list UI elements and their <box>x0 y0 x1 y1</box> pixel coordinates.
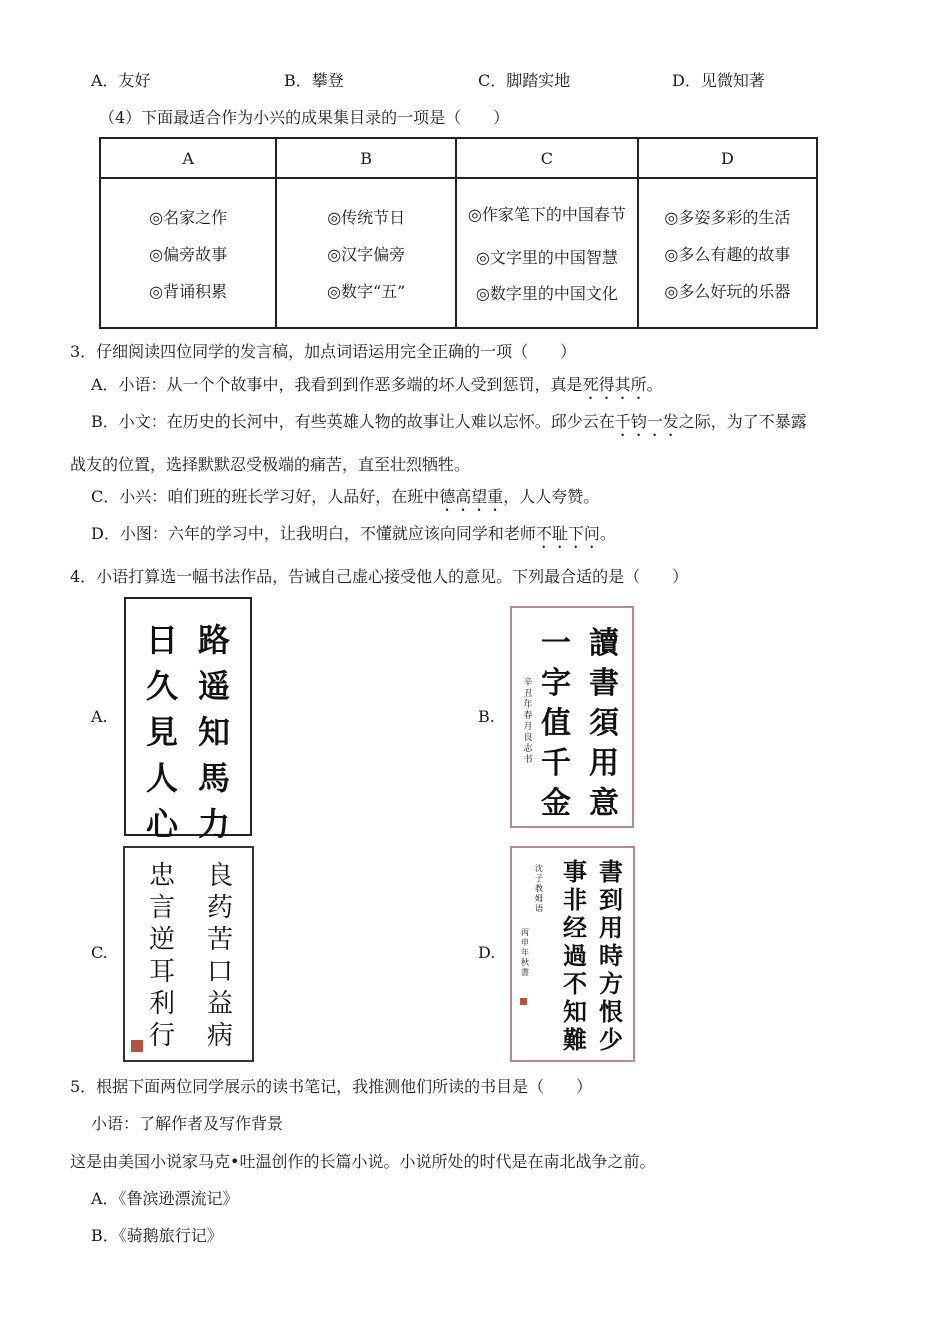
calligraphy-b-inscription <box>522 678 534 766</box>
calligraphy-char: 方 <box>599 970 623 998</box>
calligraphy-char: 丑 <box>523 689 533 699</box>
calligraphy-char: 恨 <box>599 998 623 1026</box>
calligraphy-char: 语 <box>535 904 543 913</box>
calligraphy-char: 秋 <box>521 958 529 967</box>
toc-item: ◎背诵积累 <box>149 281 228 301</box>
calligraphy-a <box>124 597 252 843</box>
calligraphy-char: 人 <box>145 759 178 797</box>
calligraphy-char: 金 <box>541 786 571 821</box>
toc-header-d: D <box>638 138 817 178</box>
calligraphy-char: 日 <box>145 621 178 659</box>
q4-label-c: C. <box>91 943 108 962</box>
calligraphy-a-left-column <box>142 617 182 847</box>
calligraphy-char: 利 <box>148 989 175 1019</box>
calligraphy-char: 用 <box>589 746 619 781</box>
q4-label-d: D. <box>478 943 496 962</box>
calligraphy-char: 子 <box>535 874 543 883</box>
calligraphy-char: 书 <box>523 755 533 765</box>
toc-cell-a <box>100 178 276 328</box>
toc-cell-b <box>276 178 456 328</box>
calligraphy-c <box>123 846 254 1062</box>
toc-item: ◎文字里的中国智慧 <box>475 248 618 267</box>
calligraphy-d-left-column <box>560 858 590 1054</box>
calligraphy-char: 值 <box>541 706 571 741</box>
calligraphy-char: 病 <box>206 1021 233 1051</box>
calligraphy-d-inscription-1 <box>534 864 544 914</box>
q5-note-title: 小语：了解作者及写作背景 <box>91 1114 284 1133</box>
calligraphy-char: 書 <box>589 666 619 701</box>
toc-item: ◎作家笔下的中国春节 <box>467 205 626 224</box>
q2-sub4-stem: （4）下面最适合作为小兴的成果集目录的一项是（ ） <box>99 108 510 127</box>
q4-label-a: A. <box>91 707 108 726</box>
calligraphy-char: 月 <box>523 722 533 732</box>
calligraphy-char: 姆 <box>535 894 543 903</box>
calligraphy-char: 年 <box>521 948 529 957</box>
calligraphy-char: 見 <box>145 713 178 751</box>
calligraphy-char: 耳 <box>148 957 175 987</box>
calligraphy-char: 少 <box>599 1026 623 1054</box>
calligraphy-d <box>510 846 635 1062</box>
q5-note-body: 这是由美国小说家马克•吐温创作的长篇小说。小说所处的时代是在南北战争之前。 <box>70 1152 656 1171</box>
calligraphy-char: 春 <box>523 711 533 721</box>
q3-stem: 3．仔细阅读四位同学的发言稿，加点词语运用完全正确的一项（ ） <box>70 342 577 361</box>
toc-item: ◎数字里的中国文化 <box>475 284 618 303</box>
calligraphy-char: 字 <box>541 666 571 701</box>
q5-stem: 5．根据下面两位同学展示的读书笔记，我推测他们所读的书目是（ ） <box>70 1077 593 1096</box>
calligraphy-char: 事 <box>563 858 587 886</box>
calligraphy-char: 逆 <box>148 925 175 955</box>
toc-item: ◎多么好玩的乐器 <box>664 281 791 301</box>
calligraphy-char: 丙 <box>521 928 529 937</box>
q4-label-b: B. <box>478 707 495 726</box>
calligraphy-char: 遥 <box>197 667 230 705</box>
calligraphy-c-right-column <box>203 860 237 1052</box>
calligraphy-char: 千 <box>541 746 571 781</box>
calligraphy-char: 書 <box>521 968 529 977</box>
toc-item: ◎多么有趣的故事 <box>664 244 791 264</box>
toc-table <box>99 137 818 329</box>
calligraphy-char: 志 <box>523 744 533 754</box>
q3-option-c: C．小兴：咱们班的班长学习好，人品好，在班中德高望重，人人夸赞。 <box>91 487 600 506</box>
calligraphy-d-inscription-2 <box>520 928 530 978</box>
toc-item: ◎传统节日 <box>327 207 406 227</box>
calligraphy-char: 讀 <box>589 626 619 661</box>
calligraphy-char: 良 <box>523 733 533 743</box>
calligraphy-char: 久 <box>145 667 178 705</box>
q2-option-c: C．脚踏实地 <box>478 71 571 90</box>
calligraphy-b-middle-column <box>538 624 574 824</box>
calligraphy-char: 難 <box>563 1026 587 1054</box>
q2-option-d: D．见微知著 <box>672 71 765 90</box>
calligraphy-char: 苦 <box>206 925 233 955</box>
calligraphy-char: 須 <box>589 706 619 741</box>
q3-option-b-line2: 战友的位置，选择默默忍受极端的痛苦，直至壮烈牺牲。 <box>70 455 471 474</box>
q2-option-a: A．友好 <box>91 71 151 90</box>
calligraphy-b-right-column <box>586 624 622 824</box>
calligraphy-char: 不 <box>563 970 587 998</box>
calligraphy-char: 書 <box>599 858 623 886</box>
calligraphy-char: 经 <box>563 914 587 942</box>
q4-stem: 4．小语打算选一幅书法作品，告诫自己虚心接受他人的意见。下列最合适的是（ ） <box>70 567 689 586</box>
calligraphy-char: 药 <box>206 893 233 923</box>
q3-option-b: B．小文：在历史的长河中，有些英雄人物的故事让人难以忘怀。邱少云在千钧一发之际，为了不暴露 <box>91 412 807 431</box>
calligraphy-char: 知 <box>563 998 587 1026</box>
calligraphy-b <box>510 606 634 828</box>
calligraphy-char: 口 <box>206 957 233 987</box>
calligraphy-char: 過 <box>563 942 587 970</box>
calligraphy-char: 辛 <box>523 678 533 688</box>
calligraphy-char: 年 <box>523 700 533 710</box>
toc-item: ◎名家之作 <box>149 207 228 227</box>
q2-option-b: B．攀登 <box>284 71 344 90</box>
q3-option-d: D．小图：六年的学习中，让我明白，不懂就应该向同学和老师不耻下问。 <box>91 524 616 543</box>
calligraphy-char: 益 <box>206 989 233 1019</box>
calligraphy-char: 路 <box>197 621 230 659</box>
calligraphy-d-right-column <box>596 858 626 1054</box>
calligraphy-char: 意 <box>589 786 619 821</box>
calligraphy-char: 良 <box>206 861 233 891</box>
calligraphy-a-right-column <box>194 617 234 847</box>
toc-item: ◎汉字偏旁 <box>327 244 406 264</box>
seal-stamp <box>131 1040 143 1052</box>
calligraphy-char: 忠 <box>148 861 175 891</box>
calligraphy-char: 馬 <box>197 759 230 797</box>
calligraphy-char: 教 <box>535 884 543 893</box>
calligraphy-char: 知 <box>197 713 230 751</box>
calligraphy-char: 申 <box>521 938 529 947</box>
calligraphy-char: 到 <box>599 886 623 914</box>
toc-cell-d <box>638 178 817 328</box>
seal-stamp <box>520 998 527 1005</box>
toc-item: ◎数字“五” <box>327 281 406 301</box>
toc-item: ◎偏旁故事 <box>149 244 228 264</box>
toc-header-c: C <box>456 138 638 178</box>
toc-item: ◎多姿多彩的生活 <box>664 207 791 227</box>
q5-option-a: A．《鲁滨逊漂流记》 <box>91 1189 239 1208</box>
toc-cell-c <box>456 178 638 328</box>
toc-header-a: A <box>100 138 276 178</box>
calligraphy-char: 力 <box>197 805 230 843</box>
toc-header-b: B <box>276 138 456 178</box>
calligraphy-c-left-column <box>145 860 179 1052</box>
calligraphy-char: 言 <box>148 893 175 923</box>
calligraphy-char: 用 <box>599 914 623 942</box>
calligraphy-char: 心 <box>145 805 178 843</box>
calligraphy-char: 行 <box>148 1021 175 1051</box>
calligraphy-char: 一 <box>541 626 571 661</box>
calligraphy-char: 非 <box>563 886 587 914</box>
calligraphy-char: 時 <box>599 942 623 970</box>
q5-option-b: B．《骑鹅旅行记》 <box>91 1226 223 1245</box>
calligraphy-char: 沈 <box>535 864 543 873</box>
q3-option-a: A．小语：从一个个故事中，我看到到作恶多端的坏人受到惩罚，真是死得其所。 <box>91 375 663 394</box>
